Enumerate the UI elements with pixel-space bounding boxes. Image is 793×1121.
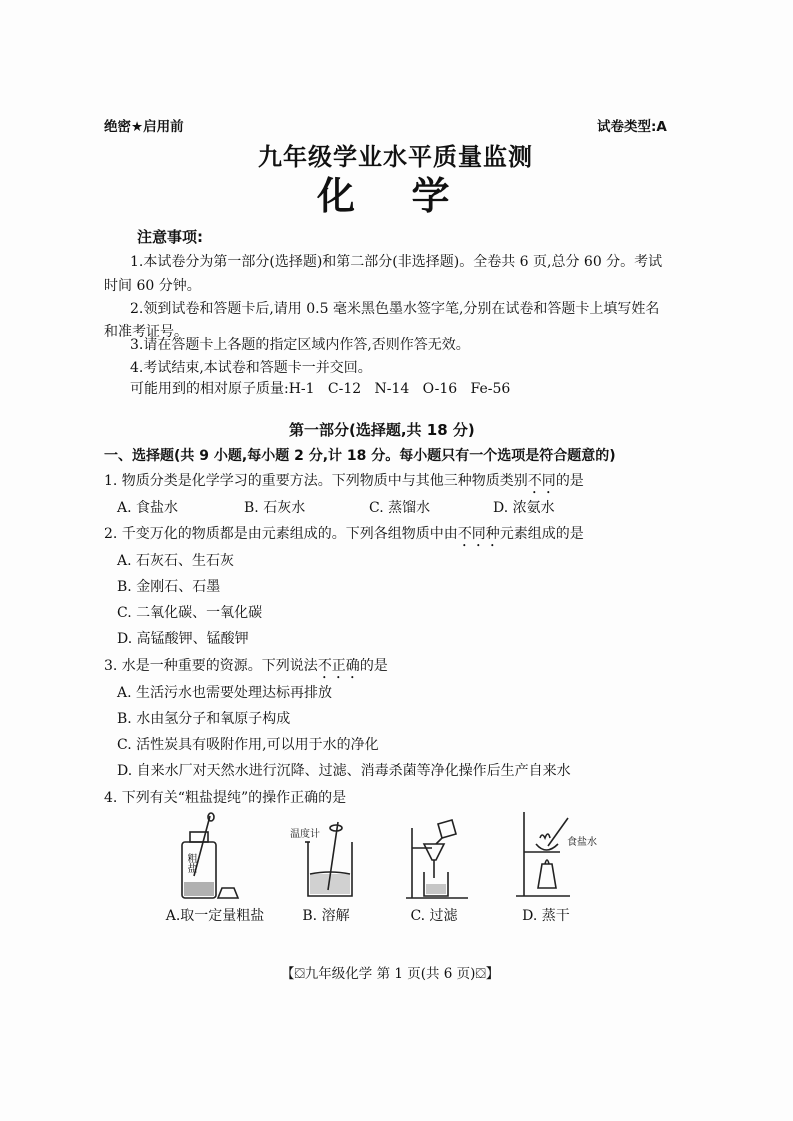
notice-item-1-cont: 时间 60 分钟。 xyxy=(104,278,201,294)
notice-item-2: 2.领到试卷和答题卡后,请用 0.5 毫米黑色墨水签字笔,分别在试卷和答题卡上填写姓名 xyxy=(130,301,660,317)
exam-title: 九年级学业水平质量监测 xyxy=(258,143,533,171)
question-1-option-c[interactable]: C. 蒸馏水 xyxy=(369,500,431,516)
notice-item-4: 4.考试结束,本试卷和答题卡一并交回。 xyxy=(130,360,372,376)
confidential-label: 绝密★启用前 xyxy=(104,119,184,135)
part1-instructions: 一、选择题(共 9 小题,每小题 2 分,计 18 分。每小题只有一个选项是符合题意的) xyxy=(104,448,616,464)
thermometer-label: 温度计 xyxy=(290,829,320,840)
question-3-option-c[interactable]: C. 活性炭具有吸附作用,可以用于水的净化 xyxy=(117,737,379,753)
notice-item-3: 3.请在答题卡上各题的指定区域内作答,否则作答无效。 xyxy=(130,337,470,353)
saltwater-label: 食盐水 xyxy=(567,837,597,848)
notice-heading: 注意事项: xyxy=(137,228,203,246)
figure-c-label[interactable]: C. 过滤 xyxy=(410,908,458,924)
notice-item-1: 1.本试卷分为第一部分(选择题)和第二部分(非选择题)。全卷共 6 页,总分 60 分。考试 xyxy=(130,254,663,270)
page-footer: 【⛋九年级化学 第 1 页(共 6 页)⛋】 xyxy=(281,966,500,982)
part1-title: 第一部分(选择题,共 18 分) xyxy=(289,421,475,439)
question-1-emphasis: 不同 xyxy=(527,473,556,489)
figure-d-evaporation-icon xyxy=(512,808,574,900)
question-1-option-d[interactable]: D. 浓氨水 xyxy=(493,500,555,516)
question-3-option-b[interactable]: B. 水由氢分子和氧原子构成 xyxy=(117,711,291,727)
figure-d-label[interactable]: D. 蒸干 xyxy=(522,908,570,924)
figure-c-filtration-icon xyxy=(402,818,472,900)
question-3-emphasis: 不正确 xyxy=(317,658,360,674)
question-1-option-a[interactable]: A. 食盐水 xyxy=(117,500,179,516)
atomic-masses: 可能用到的相对原子质量:H-1 C-12 N-14 O-16 Fe-56 xyxy=(130,381,511,397)
question-3-stem-a: 3. 水是一种重要的资源。下列说法 xyxy=(104,658,318,674)
question-2-option-d[interactable]: D. 高锰酸钾、锰酸钾 xyxy=(117,631,249,647)
bottle-label: 粗盐 xyxy=(185,853,196,873)
question-4-stem: 4. 下列有关“粗盐提纯”的操作正确的是 xyxy=(104,790,347,806)
question-2-stem xyxy=(104,523,584,550)
question-3-stem xyxy=(104,655,388,682)
figure-a-bottle-icon xyxy=(170,812,240,900)
paper-type-label: 试卷类型:A xyxy=(597,119,667,135)
question-2-stem-a: 2. 千变万化的物质都是由元素组成的。下列各组物质中由 xyxy=(104,526,458,542)
question-3-option-d[interactable]: D. 自来水厂对天然水进行沉降、过滤、消毒杀菌等净化操作后生产自来水 xyxy=(117,763,571,779)
question-2-option-c[interactable]: C. 二氧化碳、一氧化碳 xyxy=(117,605,263,621)
question-2-option-b[interactable]: B. 金刚石、石墨 xyxy=(117,579,221,595)
question-1-option-b[interactable]: B. 石灰水 xyxy=(244,500,306,516)
subject-title: 化 学 xyxy=(317,174,460,218)
figure-a-label[interactable]: A.取一定量粗盐 xyxy=(165,908,265,924)
figure-b-label[interactable]: B. 溶解 xyxy=(302,908,350,924)
question-2-option-a[interactable]: A. 石灰石、生石灰 xyxy=(117,553,235,569)
figure-b-beaker-icon xyxy=(300,818,360,900)
question-2-stem-b: 元素组成的是 xyxy=(499,526,584,542)
question-1-stem xyxy=(104,470,584,497)
question-2-emphasis: 不同种 xyxy=(457,526,500,542)
question-1-stem-b: 的是 xyxy=(555,473,584,489)
question-1-stem-a: 1. 物质分类是化学学习的重要方法。下列物质中与其他三种物质类别 xyxy=(104,473,528,489)
notice-item-2-cont: 和准考证号。 xyxy=(104,324,188,340)
question-3-stem-b: 的是 xyxy=(359,658,388,674)
question-3-option-a[interactable]: A. 生活污水也需要处理达标再排放 xyxy=(117,685,333,701)
